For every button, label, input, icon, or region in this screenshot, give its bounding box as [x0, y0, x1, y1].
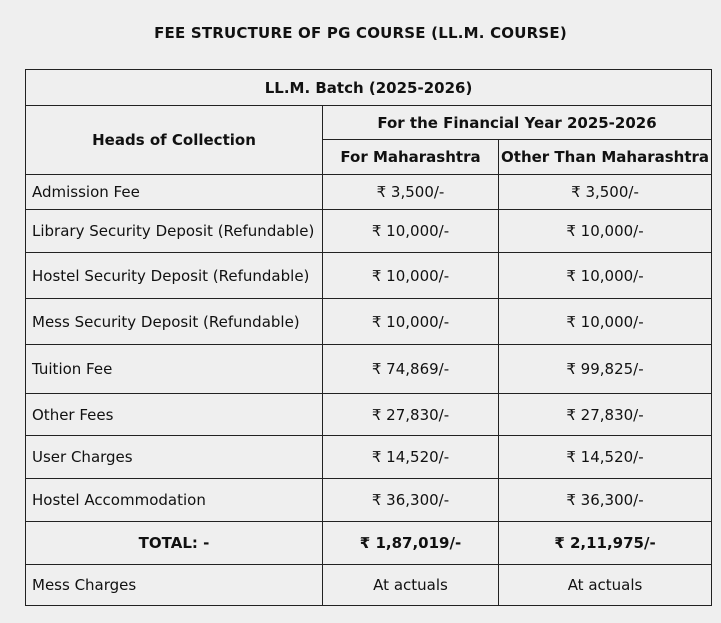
fee-table — [25, 69, 712, 606]
batch-header: LL.M. Batch (2025-2026) — [26, 70, 712, 106]
row-head: Mess Security Deposit (Refundable) — [26, 299, 323, 345]
row-head: Library Security Deposit (Refundable) — [26, 210, 323, 253]
row-other-fee: ₹ 14,520/- — [499, 436, 712, 479]
row-maharashtra-fee: ₹ 10,000/- — [323, 299, 499, 345]
table-row — [26, 210, 712, 253]
mess-charges-label: Mess Charges — [26, 565, 323, 606]
row-maharashtra-fee: ₹ 3,500/- — [323, 175, 499, 210]
table-row — [26, 253, 712, 299]
row-other-fee: ₹ 36,300/- — [499, 479, 712, 522]
header-row — [26, 106, 712, 140]
row-head: Hostel Security Deposit (Refundable) — [26, 253, 323, 299]
batch-row — [26, 70, 712, 106]
row-other-fee: ₹ 99,825/- — [499, 345, 712, 394]
maharashtra-column-header: For Maharashtra — [323, 140, 499, 175]
total-row — [26, 522, 712, 565]
heads-of-collection-header: Heads of Collection — [26, 106, 323, 175]
row-other-fee: ₹ 10,000/- — [499, 299, 712, 345]
financial-year-header: For the Financial Year 2025-2026 — [323, 106, 712, 140]
table-row — [26, 479, 712, 522]
table-row — [26, 175, 712, 210]
total-other: ₹ 2,11,975/- — [499, 522, 712, 565]
row-maharashtra-fee: ₹ 10,000/- — [323, 253, 499, 299]
table-row — [26, 345, 712, 394]
row-other-fee: ₹ 10,000/- — [499, 210, 712, 253]
other-column-header: Other Than Maharashtra — [499, 140, 712, 175]
row-other-fee: ₹ 27,830/- — [499, 394, 712, 436]
row-head: Other Fees — [26, 394, 323, 436]
total-label: TOTAL: - — [26, 522, 323, 565]
row-other-fee: ₹ 3,500/- — [499, 175, 712, 210]
row-head: Admission Fee — [26, 175, 323, 210]
row-maharashtra-fee: ₹ 14,520/- — [323, 436, 499, 479]
row-maharashtra-fee: ₹ 74,869/- — [323, 345, 499, 394]
row-head: Hostel Accommodation — [26, 479, 323, 522]
row-head: User Charges — [26, 436, 323, 479]
mess-charges-row — [26, 565, 712, 606]
row-other-fee: ₹ 10,000/- — [499, 253, 712, 299]
total-maharashtra: ₹ 1,87,019/- — [323, 522, 499, 565]
row-head: Tuition Fee — [26, 345, 323, 394]
page-title: FEE STRUCTURE OF PG COURSE (LL.M. COURSE) — [154, 24, 567, 42]
row-maharashtra-fee: ₹ 36,300/- — [323, 479, 499, 522]
table-row — [26, 299, 712, 345]
row-maharashtra-fee: ₹ 27,830/- — [323, 394, 499, 436]
mess-charges-maharashtra: At actuals — [323, 565, 499, 606]
row-maharashtra-fee: ₹ 10,000/- — [323, 210, 499, 253]
table-row — [26, 436, 712, 479]
mess-charges-other: At actuals — [499, 565, 712, 606]
table-row — [26, 394, 712, 436]
